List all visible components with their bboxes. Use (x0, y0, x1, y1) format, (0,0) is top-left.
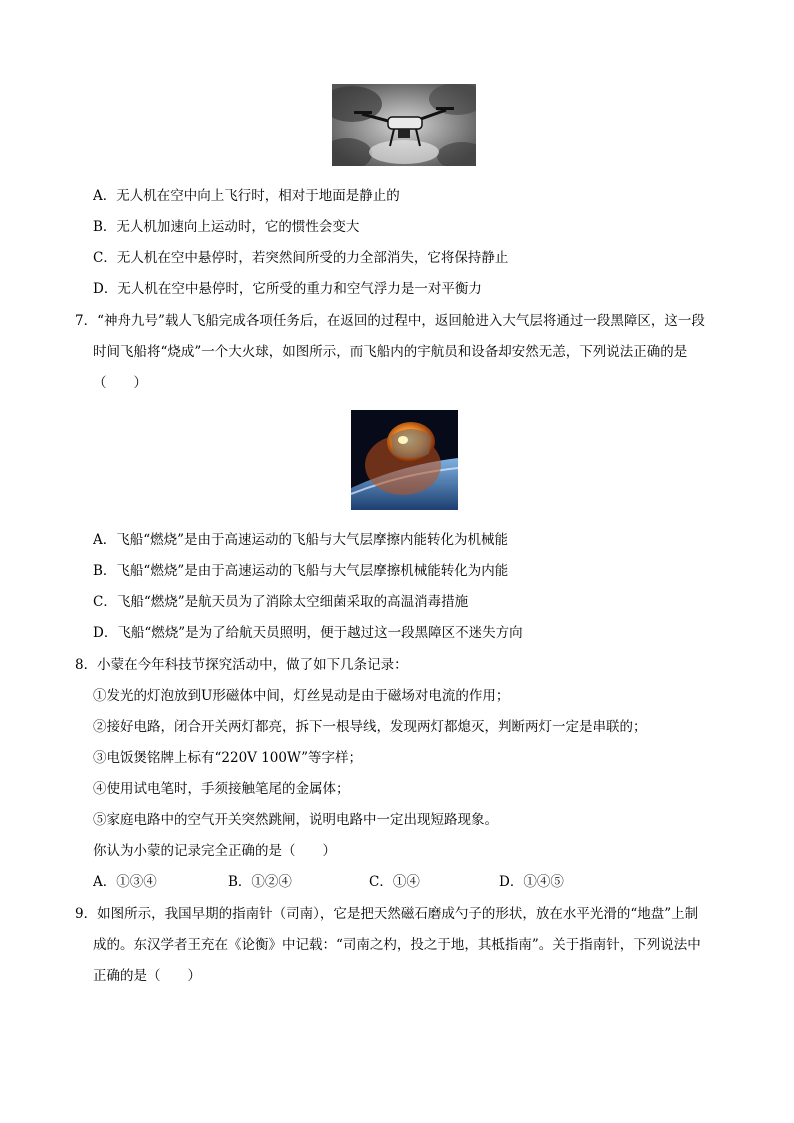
q7-stem-line-2: 时间飞船将“烧成”一个大火球，如图所示，而飞船内的宇航员和设备却安然无恙，下列说法正确的是 (93, 344, 688, 360)
q8-question: 你认为小蒙的记录完全正确的是（ ） (93, 843, 336, 859)
q8-record-4: ④使用试电笔时，手须接触笔尾的金属体； (93, 781, 350, 797)
q8-choice-b: B．①②④ (228, 874, 292, 890)
q8-record-3: ③电饭煲铭牌上标有“220V 100W”等字样； (93, 750, 363, 766)
q9-stem-line-1: 9．如图所示，我国早期的指南针（司南），它是把天然磁石磨成勺子的形状，放在水平光滑的“地盘”上制 (75, 906, 699, 922)
q8-choices (93, 872, 613, 892)
q8-choice-d: D．①④⑤ (499, 874, 564, 890)
q7-option-c: C．飞船“燃烧”是航天员为了消除太空细菌采取的高温消毒措施 (93, 594, 469, 610)
q8-record-5: ⑤家庭电路中的空气开关突然跳闸，说明电路中一定出现短路现象。 (93, 812, 498, 828)
capsule-reentry-photo (351, 410, 458, 510)
q7-option-a: A．飞船“燃烧”是由于高速运动的飞船与大气层摩擦内能转化为机械能 (93, 532, 509, 548)
q6-option-c: C．无人机在空中悬停时，若突然间所受的力全部消失，它将保持静止 (93, 250, 509, 266)
q9-stem-line-2: 成的。东汉学者王充在《论衡》中记载：“司南之杓，投之于地，其柢指南”。关于指南针，下列说法中 (93, 937, 701, 953)
q6-option-a: A．无人机在空中向上飞行时，相对于地面是静止的 (93, 188, 400, 204)
drone-illustration (332, 84, 476, 166)
drone-photo (332, 84, 476, 166)
q8-stem: 8．小蒙在今年科技节探究活动中，做了如下几条记录： (75, 657, 408, 673)
q8-choice-c: C．①④ (369, 874, 420, 890)
q7-stem-line-1: 7．“神舟九号”载人飞船完成各项任务后，在返回的过程中，返回舱进入大气层将通过一段黑障区，这一段 (75, 313, 705, 329)
capsule-illustration (351, 410, 458, 510)
q6-option-b: B．无人机加速向上运动时，它的惯性会变大 (93, 219, 360, 235)
q8-record-2: ②接好电路，闭合开关两灯都亮，拆下一根导线，发现两灯都熄灭，判断两灯一定是串联的； (93, 719, 647, 735)
q6-option-d: D．无人机在空中悬停时，它所受的重力和空气浮力是一对平衡力 (93, 281, 482, 297)
q7-option-d: D．飞船“燃烧”是为了给航天员照明，便于越过这一段黑障区不迷失方向 (93, 625, 523, 641)
q9-stem-line-3: 正确的是（ ） (93, 968, 201, 984)
q7-option-b: B．飞船“燃烧”是由于高速运动的飞船与大气层摩擦机械能转化为内能 (93, 563, 509, 579)
q8-record-1: ①发光的灯泡放到U形磁体中间，灯丝晃动是由于磁场对电流的作用； (93, 688, 510, 704)
q7-stem-line-3: （ ） (93, 375, 147, 391)
q8-choice-a: A．①③④ (93, 874, 157, 890)
